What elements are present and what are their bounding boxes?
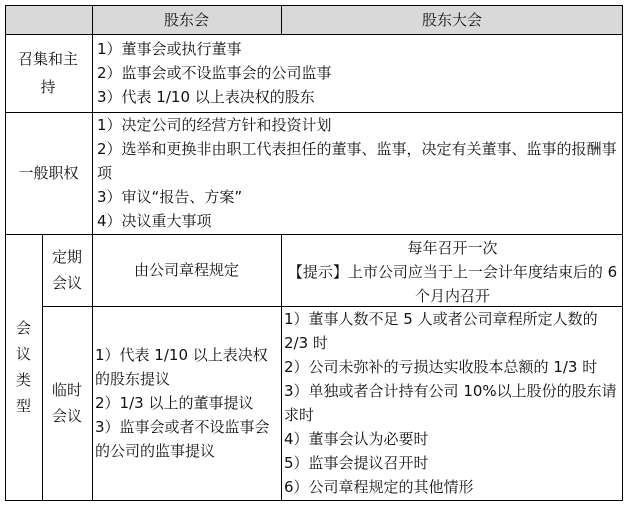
interim-meeting-general	[284, 307, 623, 499]
grid-line-types-label	[92, 234, 93, 501]
interim-general-item-6: 6）公司章程规定的其他情形	[284, 478, 474, 496]
grid-line-header-mid	[281, 5, 282, 35]
header-general-meeting: 股东大会	[421, 10, 482, 29]
row-label-meeting-types-text: 会议类型	[15, 319, 31, 415]
convene-item-2: 2）监事会或不设监事会的公司监事	[97, 64, 332, 82]
grid-line-right	[622, 5, 623, 501]
interim-general-item-4: 4）董事会认为必要时	[284, 430, 429, 448]
regular-general-tip: 【提示】上市公司应当于上一会计年度结束后的 6 个月内召开	[287, 263, 618, 305]
powers-item-1: 1）决定公司的经营方针和投资计划	[97, 116, 332, 134]
grid-line-types-inner	[42, 234, 43, 501]
interim-general-item-2: 2）公司未弥补的亏损达实收股本总额的 1/3 时	[284, 358, 598, 376]
interim-meeting-label-text: 临时会议	[51, 381, 82, 425]
interim-shareholder-item-2: 2）1/3 以上的董事提议	[95, 394, 254, 412]
convene-content	[97, 37, 617, 109]
grid-line-left	[5, 5, 6, 501]
grid-line-convene-bottom	[5, 112, 623, 113]
regular-general-line-1: 每年召开一次	[407, 239, 498, 257]
powers-item-3: 3）审议“报告、方案”	[97, 188, 243, 206]
row-label-convene	[10, 34, 86, 112]
interim-shareholder-item-1: 1）代表 1/10 以上表决权的股东提议	[95, 346, 268, 388]
powers-item-2: 2）选举和更换非由职工代表担任的董事、监事，决定有关董事、监事的报酬事项	[97, 140, 617, 182]
row-label-meeting-types	[5, 234, 42, 500]
interim-general-item-5: 5）监事会提议召开时	[284, 454, 429, 472]
grid-line-regular-bottom	[42, 306, 623, 307]
convene-item-1: 1）董事会或执行董事	[97, 40, 242, 58]
interim-meeting-label	[42, 306, 92, 500]
grid-line-powers-bottom	[5, 234, 623, 235]
powers-content	[97, 113, 621, 233]
interim-general-item-1: 1）董事人数不足 5 人或者公司章程所定人数的 2/3 时	[284, 310, 598, 352]
grid-line-types-mid	[281, 234, 282, 501]
interim-shareholder-item-3: 3）监事会或者不设监事会的公司的监事提议	[95, 418, 270, 460]
header-shareholder-meeting: 股东会	[163, 10, 209, 29]
interim-meeting-shareholder	[95, 343, 278, 463]
regular-meeting-general	[286, 236, 619, 308]
interim-general-item-3: 3）单独或者合计持有公司 10%以上股份的股东请求时	[284, 382, 617, 424]
regular-meeting-label	[42, 234, 92, 306]
row-label-convene-text: 召集和主持	[17, 50, 78, 96]
grid-line-bottom	[5, 500, 623, 501]
row-label-powers: 一般职权	[18, 164, 79, 182]
powers-item-4: 4）决议重大事项	[97, 212, 212, 230]
grid-line-label-col-convene	[92, 34, 93, 234]
regular-meeting-shareholder: 由公司章程规定	[133, 261, 239, 279]
regular-meeting-label-text: 定期会议	[51, 248, 82, 292]
grid-line-header-bottom	[5, 34, 623, 35]
grid-line-label-col	[92, 5, 93, 35]
convene-item-3: 3）代表 1/10 以上表决权的股东	[97, 88, 315, 106]
grid-line-top	[5, 5, 623, 6]
